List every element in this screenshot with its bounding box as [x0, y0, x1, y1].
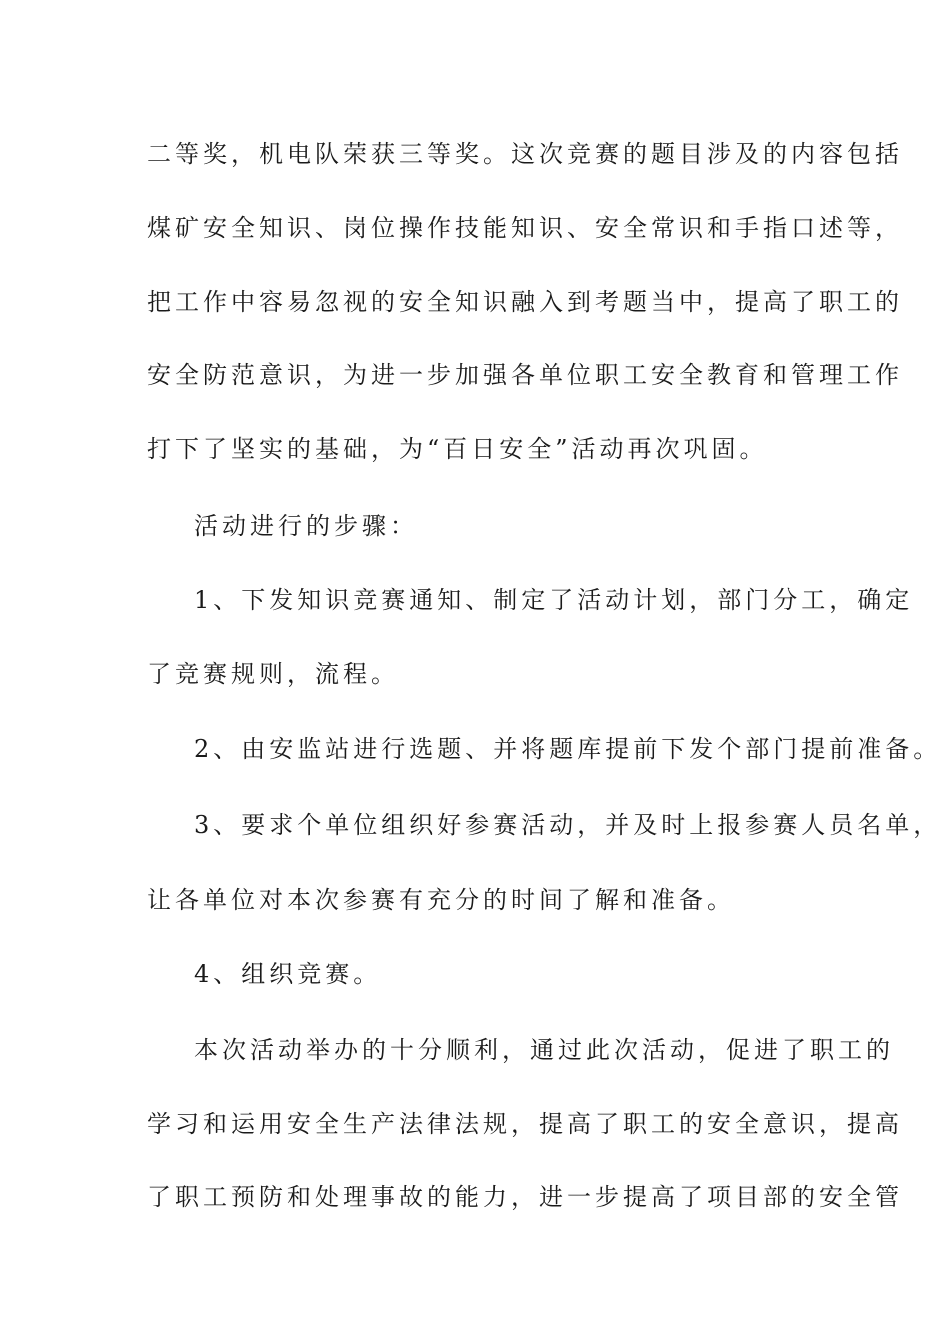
text-line: 让各单位对本次参赛有充分的时间了解和准备。	[147, 886, 735, 914]
step-item: 3、要求个单位组织好参赛活动，并及时上报参赛人员名单，	[194, 811, 942, 839]
text-line: 了职工预防和处理事故的能力，进一步提高了项目部的安全管	[147, 1183, 903, 1211]
text-line: 安全防范意识，为进一步加强各单位职工安全教育和管理工作	[147, 361, 903, 389]
text-line: 把工作中容易忽视的安全知识融入到考题当中，提高了职工的	[147, 288, 903, 316]
text-line: 打下了坚实的基础，为“百日安全”活动再次巩固。	[147, 435, 768, 463]
paragraph-start: 本次活动举办的十分顺利，通过此次活动，促进了职工的	[194, 1036, 894, 1064]
text-line: 了竞赛规则，流程。	[147, 660, 399, 688]
text-line: 二等奖，机电队荣获三等奖。这次竞赛的题目涉及的内容包括	[147, 140, 903, 168]
section-heading: 活动进行的步骤：	[194, 512, 418, 540]
step-item: 1、下发知识竞赛通知、制定了活动计划，部门分工，确定	[194, 586, 914, 614]
step-item: 4、组织竞赛。	[194, 960, 382, 988]
text-line: 煤矿安全知识、岗位操作技能知识、安全常识和手指口述等，	[147, 214, 903, 242]
text-line: 学习和运用安全生产法律法规，提高了职工的安全意识，提高	[147, 1110, 903, 1138]
step-item: 2、由安监站进行选题、并将题库提前下发个部门提前准备。	[194, 735, 942, 763]
